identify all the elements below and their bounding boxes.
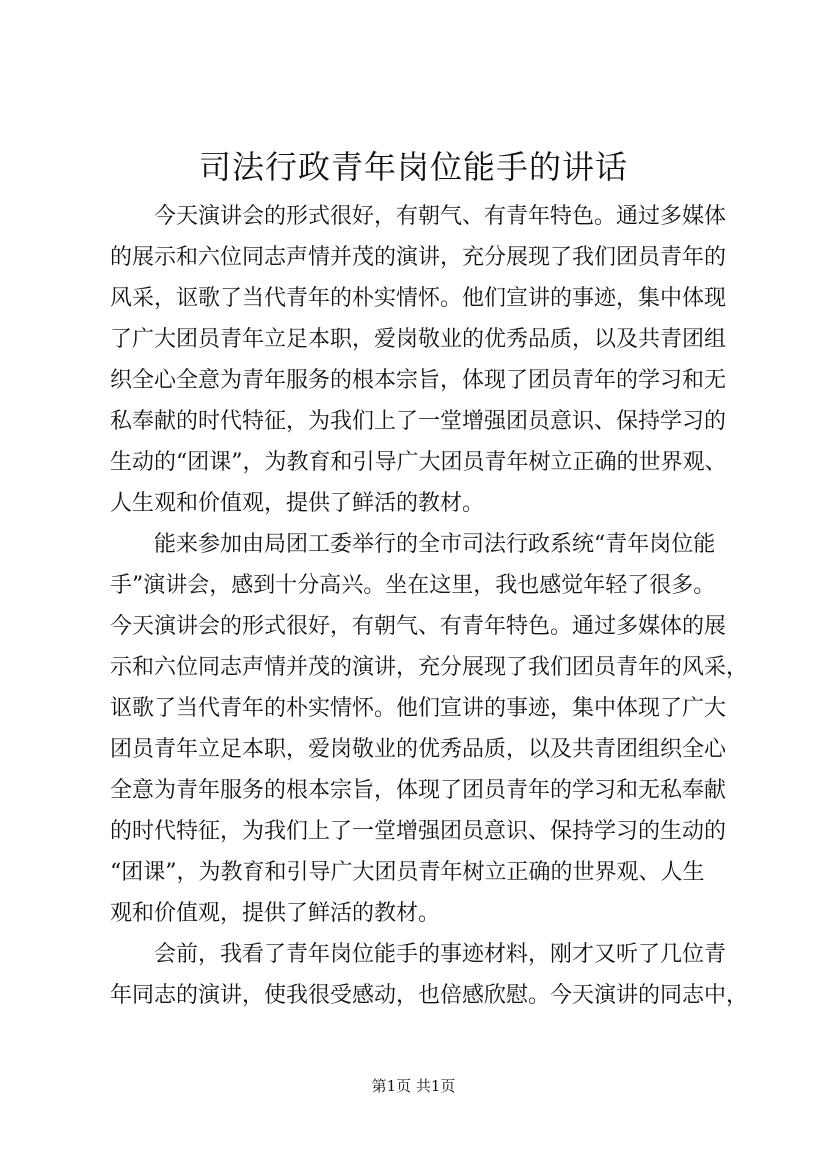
body-line: 全意为青年服务的根本宗旨，体现了团员青年的学习和无私奉献 <box>110 778 727 803</box>
body-line: 讴歌了当代青年的朴实情怀。他们宣讲的事迹，集中体现了广大 <box>110 696 727 721</box>
body-line: 会前，我看了青年岗位能手的事迹材料，刚才又听了几位青 <box>110 942 727 967</box>
body-line: 织全心全意为青年服务的根本宗旨，体现了团员青年的学习和无 <box>110 368 727 393</box>
body-line: 的时代特征，为我们上了一堂增强团员意识、保持学习的生动的 <box>110 819 727 844</box>
body-line: 人生观和价值观，提供了鲜活的教材。 <box>110 491 485 516</box>
body-line: 示和六位同志声情并茂的演讲，充分展现了我们团员青年的风采， <box>110 655 749 680</box>
body-line: 能来参加由局团工委举行的全市司法行政系统“青年岗位能 <box>110 532 716 557</box>
body-line: 观和价值观，提供了鲜活的教材。 <box>110 901 441 926</box>
body-line: 的展示和六位同志声情并茂的演讲，充分展现了我们团员青年的 <box>110 245 727 270</box>
body-line: 团员青年立足本职，爱岗敬业的优秀品质，以及共青团组织全心 <box>110 737 727 762</box>
body-line: 生动的“团课”，为教育和引导广大团员青年树立正确的世界观、 <box>110 450 727 475</box>
document-title: 司法行政青年岗位能手的讲话 <box>198 148 628 186</box>
page-number-label: 第1页 共1页 <box>371 1077 456 1095</box>
body-line: 了广大团员青年立足本职，爱岗敬业的优秀品质，以及共青团组 <box>110 327 727 352</box>
document-body <box>110 196 760 1016</box>
body-line: 年同志的演讲，使我很受感动，也倍感欣慰。今天演讲的同志中， <box>110 983 749 1008</box>
body-line: 手”演讲会，感到十分高兴。坐在这里，我也感觉年轻了很多。 <box>110 573 716 598</box>
body-line: 风采，讴歌了当代青年的朴实情怀。他们宣讲的事迹，集中体现 <box>110 286 727 311</box>
body-line: 今天演讲会的形式很好，有朝气、有青年特色。通过多媒体 <box>110 204 727 229</box>
body-line: 私奉献的时代特征，为我们上了一堂增强团员意识、保持学习的 <box>110 409 727 434</box>
body-line: 今天演讲会的形式很好，有朝气、有青年特色。通过多媒体的展 <box>110 614 727 639</box>
body-line: “团课”，为教育和引导广大团员青年树立正确的世界观、人生 <box>110 860 705 885</box>
page-footer <box>0 1076 827 1096</box>
